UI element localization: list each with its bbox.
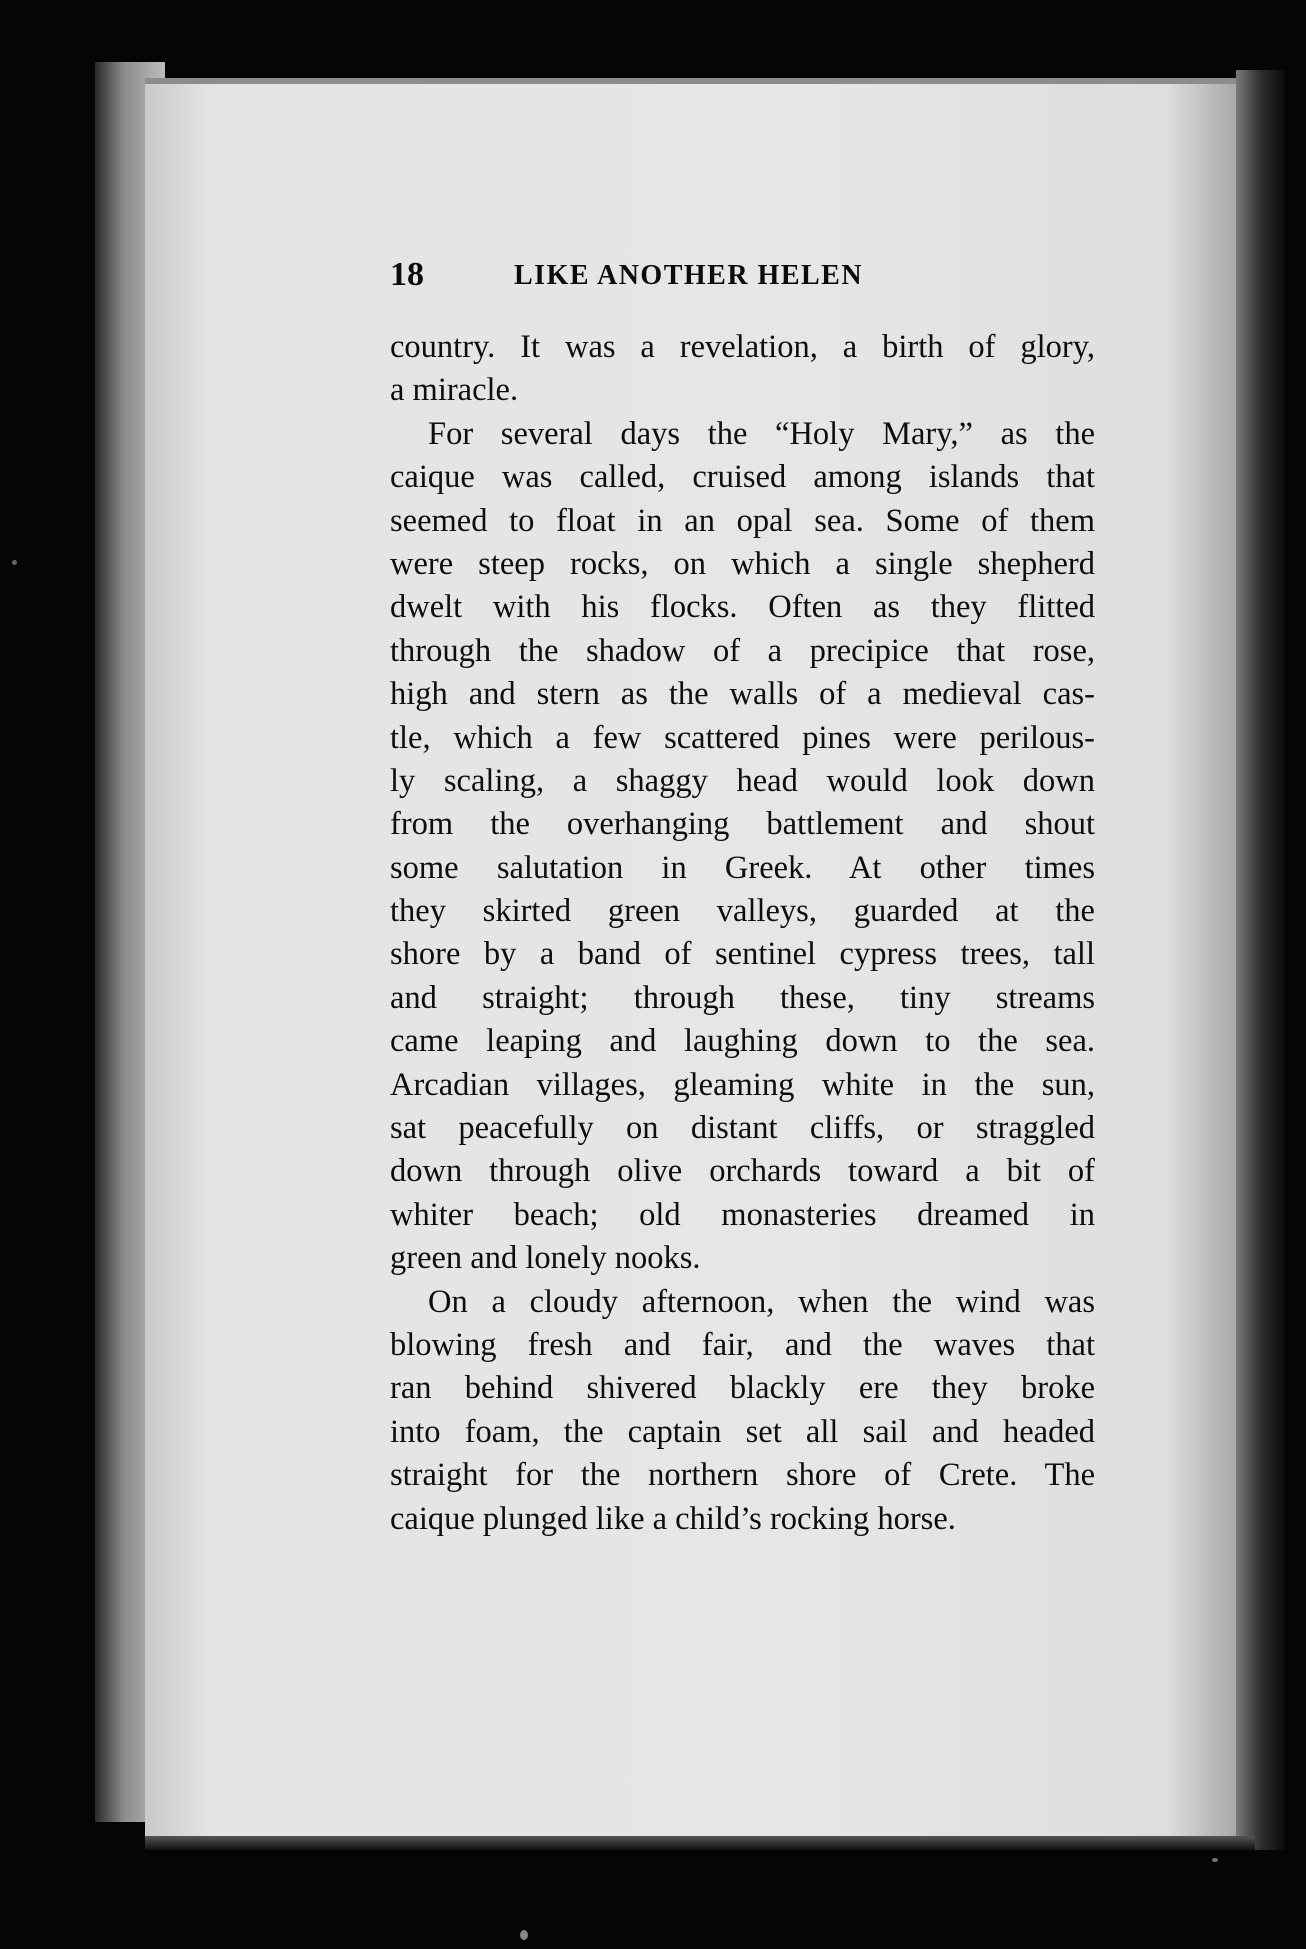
- text-line: into foam, the captain set all sail and headed: [390, 1413, 1095, 1450]
- text-line: caique was called, cruised among islands that: [390, 459, 1095, 496]
- paragraph: [390, 326, 1095, 413]
- text-line: tle, which a few scattered pines were perilous-: [390, 719, 1095, 756]
- text-line: For several days the “Holy Mary,” as the: [428, 415, 1095, 452]
- scan-speck: [520, 1930, 528, 1940]
- text-line: caique plunged like a child’s rocking horse.: [390, 1500, 956, 1537]
- text-line: On a cloudy afternoon, when the wind was: [428, 1283, 1095, 1320]
- text-line: straight for the northern shore of Crete. The: [390, 1457, 1095, 1494]
- text-line: from the overhanging battlement and shout: [390, 806, 1095, 843]
- text-line: seemed to float in an opal sea. Some of them: [390, 502, 1095, 539]
- text-line: green and lonely nooks.: [390, 1240, 701, 1277]
- text-line: some salutation in Greek. At other times: [390, 849, 1095, 886]
- text-line: country. It was a revelation, a birth of glory,: [390, 329, 1095, 365]
- paragraph: [390, 413, 1095, 1281]
- page-header: [390, 256, 1090, 300]
- text-line: ran behind shivered blackly ere they broke: [390, 1370, 1095, 1407]
- text-line: dwelt with his flocks. Often as they flitted: [390, 589, 1095, 626]
- text-line: through the shadow of a precipice that rose,: [390, 632, 1095, 669]
- text-line: blowing fresh and fair, and the waves that: [390, 1326, 1095, 1363]
- body-text: [390, 326, 1095, 1541]
- page-bottom-edge: [145, 1836, 1255, 1850]
- scan-speck: [1212, 1858, 1218, 1862]
- text-line: ly scaling, a shaggy head would look down: [390, 762, 1095, 799]
- paragraph: [390, 1281, 1095, 1541]
- text-line: shore by a band of sentinel cypress trees, tall: [390, 936, 1095, 973]
- text-line: came leaping and laughing down to the sea.: [390, 1023, 1095, 1060]
- text-line: were steep rocks, on which a single shepherd: [390, 545, 1095, 582]
- text-line: Arcadian villages, gleaming white in the sun,: [390, 1066, 1095, 1103]
- scan-speck: [12, 560, 17, 565]
- text-line: down through olive orchards toward a bit of: [390, 1153, 1095, 1190]
- text-line: a miracle.: [390, 372, 519, 409]
- page-right-edge: [1236, 70, 1286, 1850]
- text-line: whiter beach; old monasteries dreamed in: [390, 1196, 1095, 1233]
- text-line: and straight; through these, tiny streams: [390, 979, 1095, 1016]
- text-line: sat peacefully on distant cliffs, or straggled: [390, 1110, 1095, 1147]
- text-line: high and stern as the walls of a medieval cas-: [390, 676, 1095, 713]
- page-number: 18: [390, 256, 424, 293]
- text-line: they skirted green valleys, guarded at the: [390, 893, 1095, 930]
- running-title: LIKE ANOTHER HELEN: [514, 260, 864, 291]
